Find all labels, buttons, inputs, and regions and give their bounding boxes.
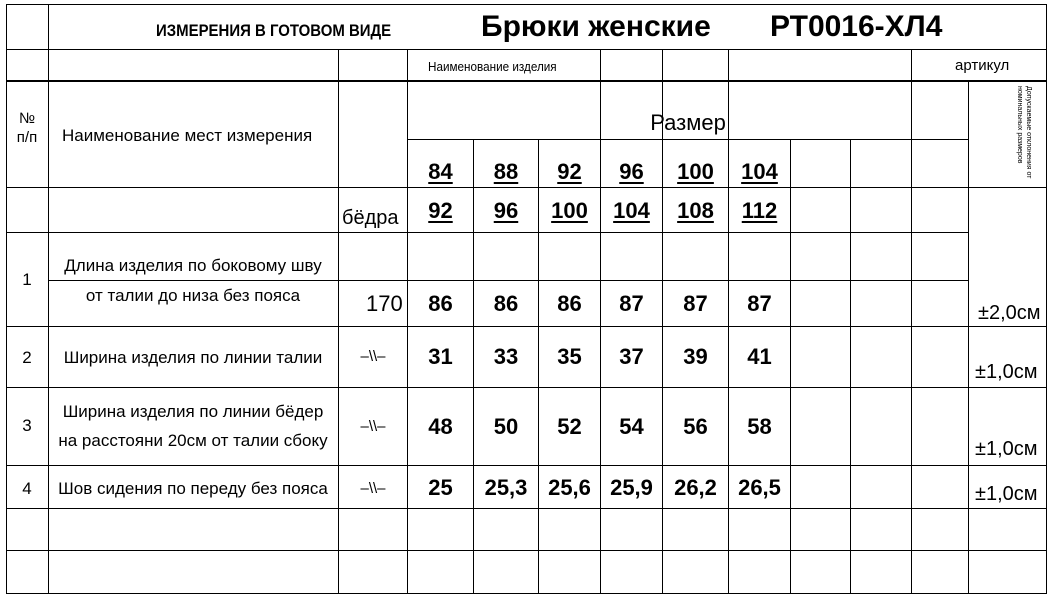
- row-name: от талии до низа без пояса: [85, 286, 301, 305]
- measure-value: 39: [683, 344, 708, 369]
- measure-value: 35: [557, 344, 582, 369]
- row-name: Ширина изделия по линии талии: [63, 348, 323, 367]
- measure-label: ИЗМЕРЕНИЯ В ГОТОВОМ ВИДЕ: [156, 21, 392, 40]
- tolerance-value: ±1,0см: [975, 483, 1038, 505]
- size-value: 104: [741, 159, 778, 184]
- measure-value: 26,5: [738, 475, 781, 500]
- hips-value: 104: [613, 198, 650, 223]
- row-name: Шов сидения по переду без пояса: [58, 479, 328, 498]
- measure-value: 41: [747, 344, 772, 369]
- article-label: артикул: [955, 57, 1010, 74]
- measure-value: 54: [619, 414, 644, 439]
- hips-value: 112: [741, 198, 778, 223]
- size-header: Размер: [650, 110, 726, 135]
- hips-value: 96: [493, 198, 519, 223]
- measure-value: 52: [557, 414, 582, 439]
- height-value: 170: [366, 291, 403, 316]
- measure-value: 58: [747, 414, 772, 439]
- row-name: Длина изделия по боковому шву: [64, 256, 322, 275]
- measure-value: 37: [619, 344, 644, 369]
- row-name: на расстояни 20см от талии сбоку: [58, 431, 328, 450]
- measure-value: 25,3: [484, 475, 528, 500]
- hips-label: бёдра: [342, 207, 399, 229]
- size-value: 88: [493, 159, 519, 184]
- product-name-label: Наименование изделия: [428, 59, 557, 74]
- measure-value: 25: [428, 475, 453, 500]
- measure-value: 48: [428, 414, 453, 439]
- measure-value: 87: [747, 291, 772, 316]
- size-value: 100: [677, 159, 714, 184]
- measure-value: 56: [683, 414, 708, 439]
- measure-value: 33: [493, 344, 519, 369]
- row-name: Ширина изделия по линии бёдер: [62, 402, 324, 421]
- measure-value: 86: [428, 291, 453, 316]
- ditto-mark: –\\–: [360, 480, 386, 497]
- hips-value: 92: [428, 198, 453, 223]
- hips-value: 108: [677, 198, 714, 223]
- row-number: 4: [22, 479, 32, 498]
- row-number: 1: [22, 270, 32, 289]
- size-value: 92: [557, 159, 582, 184]
- measure-value: 31: [428, 344, 453, 369]
- size-value: 96: [619, 159, 644, 184]
- ditto-mark: –\\–: [360, 348, 386, 365]
- measure-value: 87: [619, 291, 644, 316]
- tolerance-value: ±1,0см: [975, 361, 1038, 383]
- size-value: 84: [428, 159, 453, 184]
- row-number: 3: [22, 416, 32, 435]
- tolerance-value: ±1,0см: [975, 438, 1038, 460]
- hips-value: 100: [551, 198, 588, 223]
- measure-value: 25,6: [548, 475, 591, 500]
- product-name: Брюки женские: [481, 10, 711, 43]
- name-header: Наименование мест измерения: [62, 126, 313, 145]
- measure-value: 50: [493, 414, 519, 439]
- article-code: РТ0016-ХЛ4: [770, 10, 943, 43]
- measure-value: 26,2: [674, 475, 717, 500]
- num-header: № п/п: [16, 110, 38, 146]
- measure-value: 86: [557, 291, 582, 316]
- ditto-mark: –\\–: [360, 418, 386, 435]
- measure-value: 86: [493, 291, 519, 316]
- tolerance-header: Допускаемые отклонения от номинальных размеров: [1016, 86, 1032, 179]
- row-number: 2: [22, 348, 32, 367]
- measure-value: 25,9: [610, 475, 653, 500]
- tolerance-value: ±2,0см: [978, 302, 1041, 324]
- measure-value: 87: [683, 291, 708, 316]
